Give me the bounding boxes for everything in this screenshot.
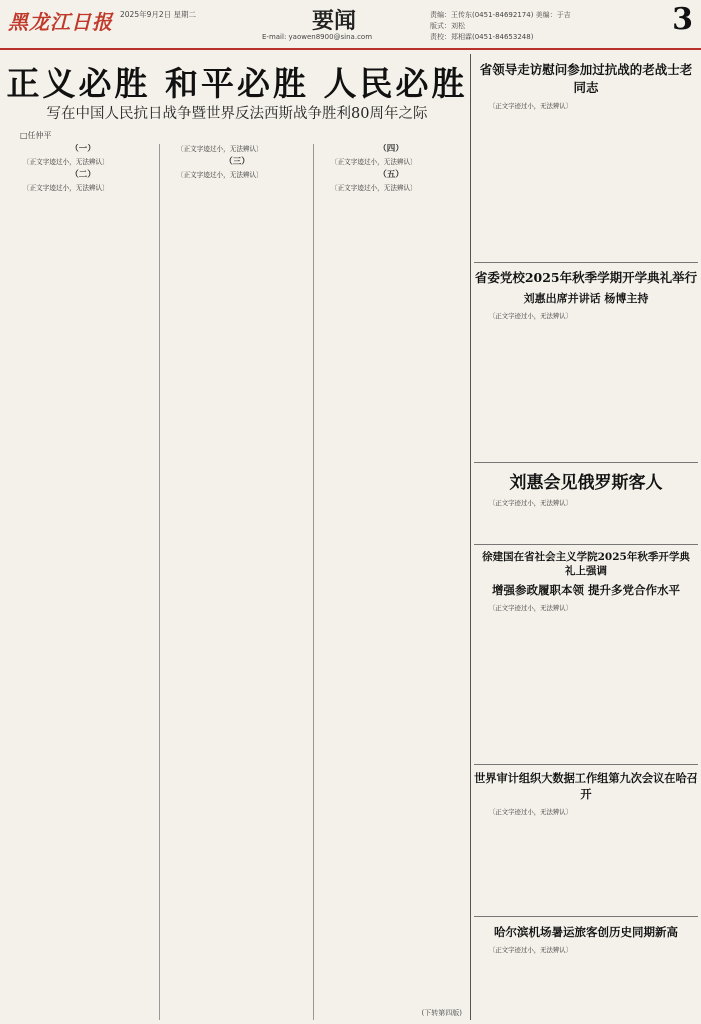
article-paragraph: 〔正文字迹过小，无法辨认〕 bbox=[331, 184, 417, 192]
masthead bbox=[0, 0, 701, 50]
story-divider bbox=[474, 916, 698, 917]
story-subhead: 增强参政履职本领 提升多党合作水平 bbox=[491, 583, 680, 597]
section-heading: （二） bbox=[70, 170, 96, 180]
continued-note: (下转第四版) bbox=[421, 1009, 462, 1017]
lead-columns bbox=[6, 144, 468, 1020]
story-body bbox=[474, 604, 698, 770]
article-paragraph: 〔正文字迹过小，无法辨认〕 bbox=[177, 145, 263, 153]
story-divider bbox=[474, 764, 698, 765]
story-body bbox=[474, 102, 698, 284]
article-paragraph: 〔正文字迹过小，无法辨认〕 bbox=[331, 158, 417, 166]
story-body bbox=[474, 946, 698, 1018]
lead-article bbox=[6, 54, 468, 1020]
story-headline: 省委党校2025年秋季学期开学典礼举行 bbox=[474, 270, 698, 285]
article-paragraph: 〔正文字迹过小，无法辨认〕 bbox=[489, 102, 573, 110]
story-headline: 刘惠会见俄罗斯客人 bbox=[509, 473, 663, 493]
story-audit-meeting bbox=[474, 768, 698, 932]
story-veterans bbox=[474, 54, 698, 284]
lead-column-1 bbox=[10, 144, 156, 1020]
column-rule bbox=[313, 144, 314, 1020]
lead-column-2 bbox=[164, 144, 310, 1020]
article-paragraph: 〔正文字迹过小，无法辨认〕 bbox=[489, 604, 573, 612]
story-body bbox=[474, 312, 698, 464]
issue-date: 2025年9月2日 星期二 bbox=[120, 10, 197, 19]
main-column-divider bbox=[470, 54, 471, 1020]
section-heading: （五） bbox=[378, 170, 404, 180]
story-divider bbox=[474, 262, 698, 263]
lead-subhead: 写在中国人民抗日战争暨世界反法西斯战争胜利80周年之际 bbox=[46, 106, 428, 122]
article-paragraph: 〔正文字迹过小，无法辨认〕 bbox=[23, 184, 109, 192]
article-paragraph: 〔正文字迹过小，无法辨认〕 bbox=[489, 946, 573, 954]
editor-line: 责编：王传东(0451-84692174) 美编：于吉 bbox=[430, 11, 571, 19]
article-paragraph: 〔正文字迹过小，无法辨认〕 bbox=[23, 158, 109, 166]
right-column bbox=[474, 54, 698, 1020]
story-headline: 世界审计组织大数据工作组第九次会议在哈召开 bbox=[474, 771, 698, 801]
story-divider bbox=[474, 462, 698, 463]
story-body bbox=[474, 808, 698, 932]
story-russian-guests bbox=[474, 466, 698, 543]
story-subhead: 刘惠出席并讲话 杨博主持 bbox=[523, 292, 649, 305]
column-rule bbox=[159, 144, 160, 1020]
editor-line: 责校：郑相霖(0451-84653248) bbox=[430, 33, 534, 41]
lead-headline: 正义必胜 和平必胜 人民必胜 bbox=[6, 64, 468, 103]
story-headline: 省领导走访慰问参加过抗战的老战士老同志 bbox=[479, 62, 693, 95]
story-divider bbox=[474, 544, 698, 545]
editor-credits bbox=[430, 10, 571, 43]
editor-line: 版式：刘松 bbox=[430, 22, 465, 30]
section-title: 要闻 bbox=[312, 8, 357, 34]
story-party-school bbox=[474, 266, 698, 464]
story-harbin-airport bbox=[474, 920, 698, 1018]
lead-byline: □任仲平 bbox=[20, 131, 52, 140]
section-heading: （三） bbox=[224, 157, 250, 167]
article-paragraph: 〔正文字迹过小，无法辨认〕 bbox=[489, 499, 573, 507]
story-body bbox=[474, 499, 698, 543]
story-socialism-institute bbox=[474, 548, 698, 770]
page-number: 3 bbox=[672, 2, 693, 37]
story-headline: 徐建国在省社会主义学院2025年秋季开学典礼上强调 bbox=[482, 551, 690, 577]
section-email: E-mail: yaowen8900@sina.com bbox=[262, 33, 373, 41]
article-paragraph: 〔正文字迹过小，无法辨认〕 bbox=[489, 808, 573, 816]
article-paragraph: 〔正文字迹过小，无法辨认〕 bbox=[177, 171, 263, 179]
newspaper-logo: 黑龙江日报 bbox=[8, 10, 113, 34]
section-heading: （一） bbox=[70, 144, 96, 154]
story-headline: 哈尔滨机场暑运旅客创历史同期新高 bbox=[494, 925, 678, 939]
lead-column-3 bbox=[318, 144, 464, 1020]
section-heading: （四） bbox=[378, 144, 404, 154]
article-paragraph: 〔正文字迹过小，无法辨认〕 bbox=[489, 312, 573, 320]
